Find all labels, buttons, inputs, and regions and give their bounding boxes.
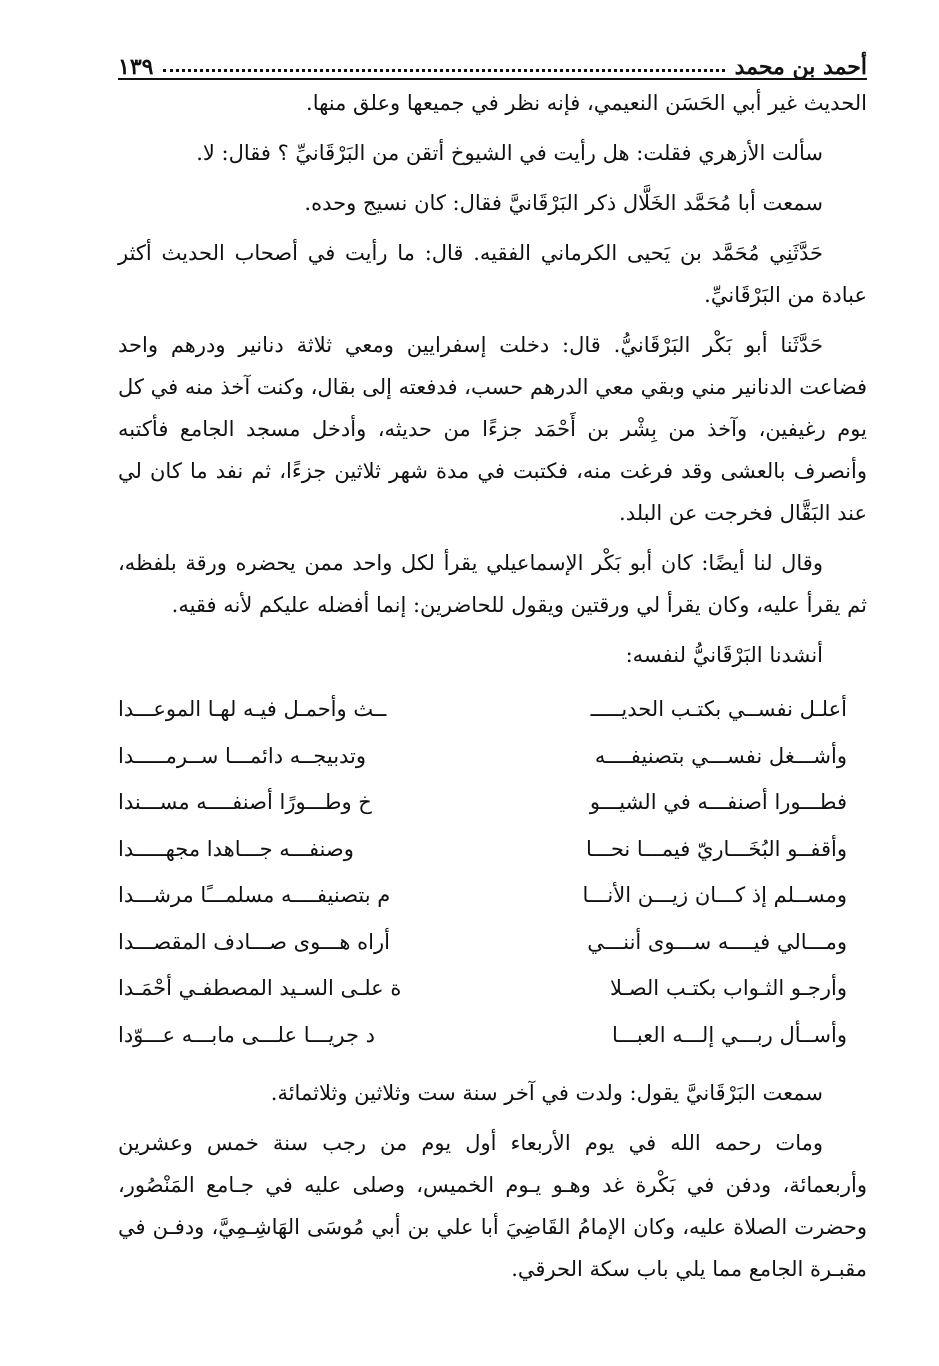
paragraph: سألت الأزهري فقلت: هل رأيت في الشيوخ أتقن من البَرْقَانيِّ ؟ فقال: لا. [196,141,823,165]
paragraph: حَدَّثَنا أبو بَكْر البَرْقَانيُّ. قال: دخلت إسفرايين ومعي ثلاثة دنانير ودرهم واحد فضاعت الدنانير مني وبقي معي الدرهم حسب، فدفعته إلى بقال، وكنت آخذ منه في كل يوم رغيفين، وآخذ من بِشْر بن أَحْمَد جزءًا من حديثه، وأدخل مسجد الجامع فأكتبه وأنصرف بالعشى وقد فرغت منه، فكتبت في مدة شهر ثلاثين جزءًا، ثم نفد ما كان لي عند البَقَّال فخرجت عن البلد. [118,333,867,525]
verse-first-hemistich: فطـــورا أصنفـــه في الشيـــو [589,790,847,815]
verse-first-hemistich: وأرجـو الثـواب بكتـب الصـلا [610,976,847,1001]
header-dot-leader [163,69,724,72]
verse-first-hemistich: ومـــالي فيــــه ســـوى أننـــي [587,929,847,954]
verse-second-hemistich: ة علـى السـيد المصطفـي أحْمَـدا [118,976,402,1001]
verse-second-hemistich: وتدبيجــه دائمـــا ســرمـــــدا [118,743,367,768]
verse-line [118,1012,867,1059]
verse-line [118,733,867,780]
verse-second-hemistich: ــث وأحمـل فيـه لهـا الموعـــدا [118,697,387,722]
verse-line [118,872,867,919]
verse-second-hemistich: وصنفـــه جـــاهدا مجهـــــدا [118,836,354,861]
verse-first-hemistich: ومســلم إذ كـــان زيـــن الأنـــا [582,883,847,908]
poem [118,686,867,1058]
verse-line [118,919,867,966]
verse-first-hemistich: وأســأل ربـــي إلـــه العبـــا [611,1022,847,1047]
verse-line [118,686,867,733]
running-title: أحمد بن محمد [734,54,867,80]
paragraph-continuation: الحديث غير أبي الحَسَن النعيمي، فإنه نظر في جميعها وعلق منها. [306,91,867,115]
verse-line [118,965,867,1012]
verse-second-hemistich: أراه هـــوى صـــادف المقصـــدا [118,929,390,954]
verse-second-hemistich: د جريـــا علـــى مابـــه عـــوّدا [118,1022,375,1047]
verse-first-hemistich: وأقفــو البُخَـــاريّ فيمـــا نحـــا [585,836,847,861]
paragraph: سمعت أبا مُحَمَّد الخَلَّال ذكر البَرْقَانيَّ فقال: كان نسيج وحده. [304,191,823,215]
verse-first-hemistich: أعلـل نفســي بكتـب الحديـــــ [590,697,847,722]
verse-second-hemistich: خ وطـــورًا أصنفــــه مســـندا [118,790,372,815]
paragraph: سمعت البَرْقَانيَّ يقول: ولدت في آخر سنة ست وثلاثين وثلاثمائة. [270,1081,823,1105]
verse-second-hemistich: م بتصنيفــــه مسلمـــًا مرشـــدا [118,883,391,908]
verse-first-hemistich: وأشـــغل نفســـي بتصنيفــــه [594,743,847,768]
paragraph: وقال لنا أيضًا: كان أبو بَكْر الإسماعيلي يقرأ لكل واحد ممن يحضره ورقة بلفظه، ثم يقرأ عليه، وكان يقرأ لي ورقتين ويقول للحاضرين: إنما أفضله عليكم لأنه فقيه. [118,551,867,617]
running-header [118,40,867,80]
paragraph: حَدَّثَنِي مُحَمَّد بن يَحيى الكرماني الفقيه. قال: ما رأيت في أصحاب الحديث أكثر عبادة من البَرْقَانيِّ. [118,241,867,307]
paragraph: ومات رحمه الله في يوم الأربعاء أول يوم من رجب سنة خمس وعشرين وأربعمائة، ودفن في بَكْرة غد وهـو يـوم الخميس، وصلى عليه في جـامع المَنْصُور، وحضرت الصلاة عليه، وكان الإمامُ القَاضِيَ أبا علي بن أبي مُوسَى الهَاشِـمِيَّ، ودفـن في مقبـرة الجامع مما يلي باب سكة الحرقي. [118,1131,867,1281]
body-text [118,82,867,1298]
page-number: ١٣٩ [118,54,154,80]
verse-line [118,779,867,826]
poem-intro: أنشدنا البَرْقَانيُّ لنفسه: [625,643,823,667]
verse-line [118,826,867,873]
